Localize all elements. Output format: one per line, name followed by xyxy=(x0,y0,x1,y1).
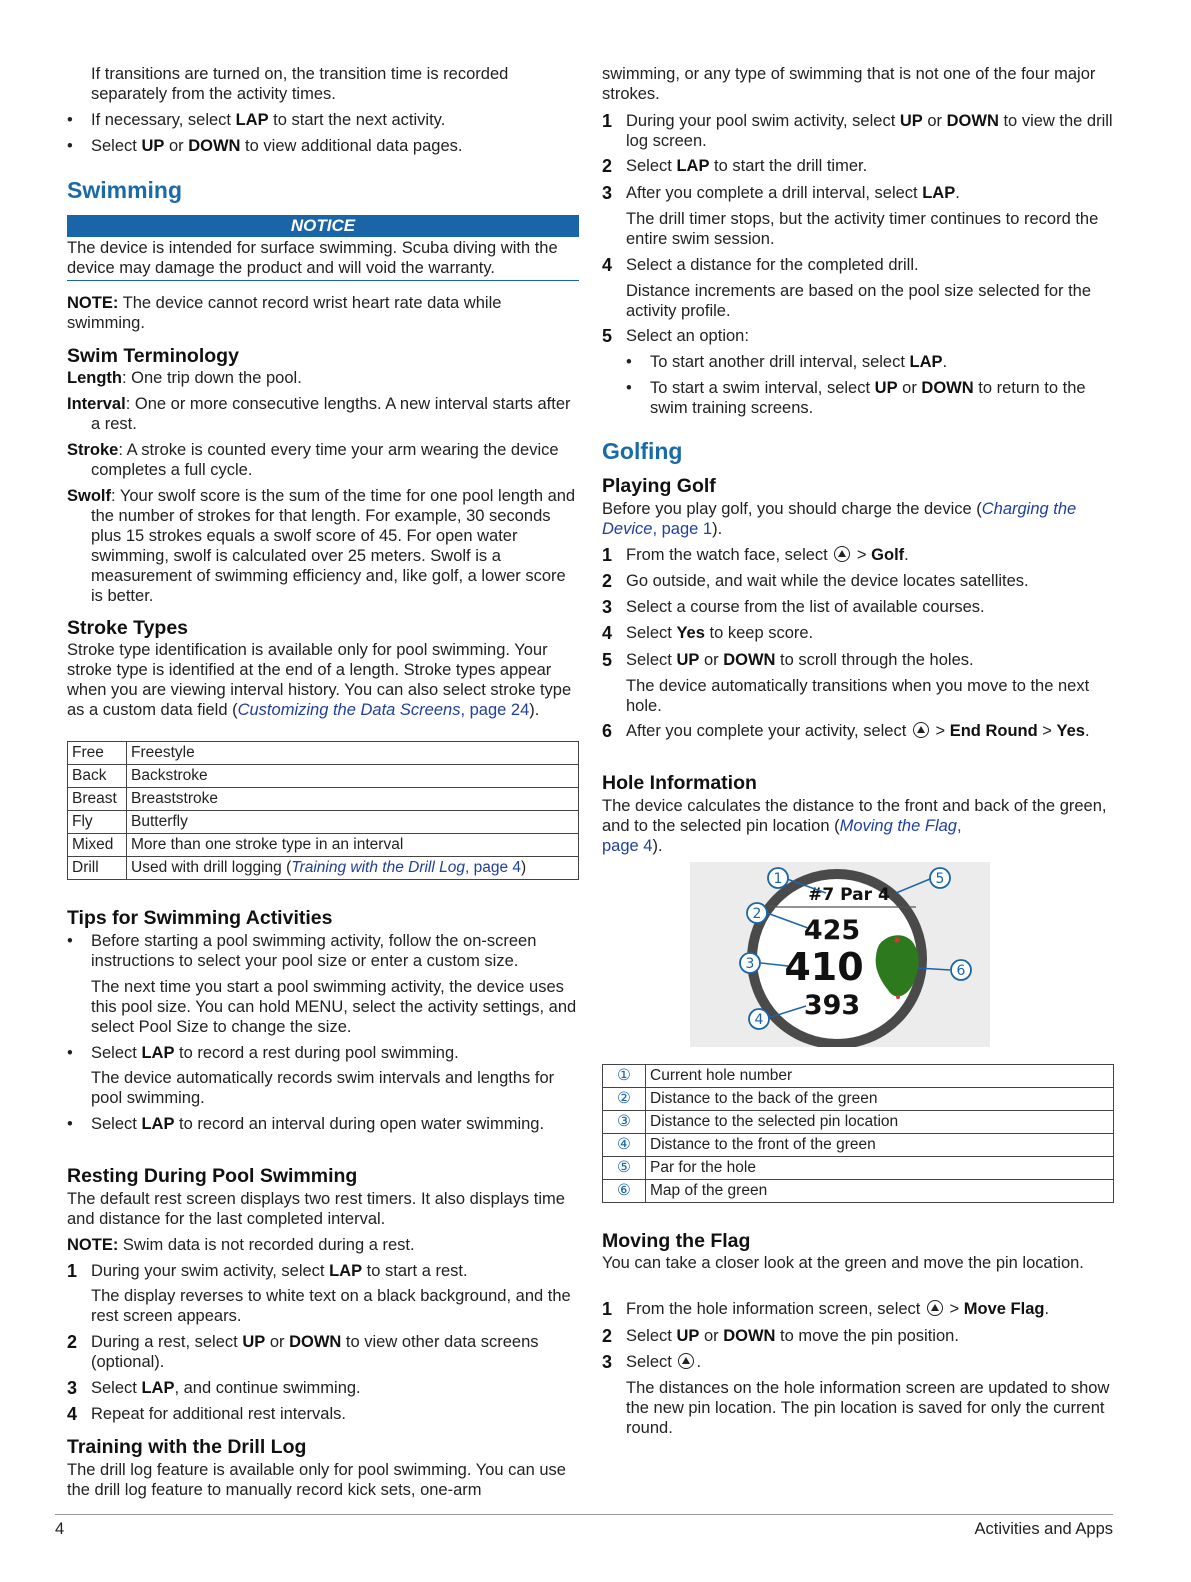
drill-log-heading: Training with the Drill Log xyxy=(67,1436,307,1458)
table-row: Free Freestyle xyxy=(68,742,579,765)
notice-bar: NOTICE xyxy=(67,215,579,237)
moving-flag-text: You can take a closer look at the green and move the pin location. xyxy=(602,1254,1084,1272)
continued-text: swimming, or any type of swimming that is not one of the four major strokes. xyxy=(602,65,1096,103)
list-item: 4 Repeat for additional rest intervals. xyxy=(67,1404,346,1424)
golfing-heading: Golfing xyxy=(602,438,683,464)
callout-2-label: 2 xyxy=(752,906,762,922)
term-stroke: Stroke: A stroke is counted every time your arm wearing the device completes a full cycle. xyxy=(67,441,559,479)
back-distance-text: 425 xyxy=(803,915,861,946)
drill-log-link[interactable]: Training with the Drill Log xyxy=(291,859,465,876)
bullet-icon: • xyxy=(626,379,632,397)
bullet-icon: • xyxy=(67,1044,73,1062)
list-item: 6 After you complete your activity, select > End Round > Yes. xyxy=(602,721,1090,741)
table-row: Drill Used with drill logging (Training with the Drill Log, page 4) xyxy=(68,857,579,880)
start-button-icon xyxy=(913,722,929,738)
tip1-sub: The next time you start a pool swimming activity, the device uses this pool size. You can hold MENU, select the activity settings, and select Pool Size to change the size. xyxy=(91,978,577,1036)
front-marker-icon xyxy=(896,995,900,999)
list-item: 2 Select UP or DOWN to move the pin position. xyxy=(602,1326,959,1346)
flag-pin-icon xyxy=(895,938,900,943)
list-item: 1 From the watch face, select > Golf. xyxy=(602,545,909,565)
table-row: ② Distance to the back of the green xyxy=(603,1088,1114,1111)
resting-note: NOTE: Swim data is not recorded during a rest. xyxy=(67,1236,415,1254)
list-item: • Before starting a pool swimming activity, follow the on-screen instructions to select your pool size or enter a custom size. xyxy=(67,932,537,970)
tip2-sub: The device automatically records swim intervals and lengths for pool swimming. xyxy=(91,1069,555,1107)
golf-step5-sub: The device automatically transitions when you move to the next hole. xyxy=(626,677,1090,715)
transition-text: If transitions are turned on, the transition time is recorded separately from the activity times. xyxy=(91,65,509,103)
bullet-icon: • xyxy=(67,932,73,950)
callout-4-label: 4 xyxy=(754,1012,764,1028)
swimming-heading: Swimming xyxy=(67,177,183,203)
list-item: 3 After you complete a drill interval, select LAP. xyxy=(602,183,960,203)
table-row: ⑤ Par for the hole xyxy=(603,1157,1114,1180)
list-item: • To start a swim interval, select UP or DOWN to return to the swim training screens. xyxy=(626,379,1086,417)
resting-heading: Resting During Pool Swimming xyxy=(67,1165,358,1187)
list-item: • Select LAP to record an interval during open water swimming. xyxy=(67,1115,545,1133)
callout-1-label: 1 xyxy=(773,871,783,887)
note-paragraph: NOTE: The device cannot record wrist heart rate data while swimming. xyxy=(67,294,502,332)
moving-flag-link[interactable]: Moving the Flag xyxy=(839,817,957,835)
drill-step3-sub: The drill timer stops, but the activity timer continues to record the entire swim session. xyxy=(626,210,1099,248)
list-item: 1 During your swim activity, select LAP to start a rest. xyxy=(67,1261,468,1281)
list-item: 4 Select a distance for the completed drill. xyxy=(602,255,919,275)
list-item: • If necessary, select LAP to start the next activity. xyxy=(67,111,446,129)
stroke-types-text: Stroke type identification is available only for pool swimming. Your stroke type is identified at the end of a length. Stroke types appear when you are viewing interval history. You can also select stroke type as a custom data field (Customizing the Data Screens, page 24). xyxy=(67,641,572,719)
list-item: 2 During a rest, select UP or DOWN to view other data screens (optional). xyxy=(67,1332,539,1371)
list-item: 1 From the hole information screen, select > Move Flag. xyxy=(602,1299,1050,1319)
list-item: 3 Select a course from the list of available courses. xyxy=(602,597,985,617)
bullet-icon: • xyxy=(67,137,73,155)
list-item: 3 Select . xyxy=(602,1352,702,1372)
charging-link[interactable]: Charging the Device xyxy=(602,500,1077,538)
list-item: • Select LAP to record a rest during pool swimming. xyxy=(67,1044,459,1062)
table-row: Mixed More than one stroke type in an interval xyxy=(68,834,579,857)
flag-step3-sub: The distances on the hole information screen are updated to show the new pin location. The pin location is saved for only the current round. xyxy=(626,1379,1110,1437)
hole-number-text: #7 Par 4 xyxy=(808,885,890,905)
resting-text: The default rest screen displays two rest timers. It also displays time and distance for the last completed interval. xyxy=(67,1190,565,1228)
pin-distance-text: 410 xyxy=(784,945,864,989)
swim-terminology-heading: Swim Terminology xyxy=(67,345,239,367)
callout-3-label: 3 xyxy=(745,956,755,972)
table-row: ⑥ Map of the green xyxy=(603,1180,1114,1203)
table-row: ③ Distance to the selected pin location xyxy=(603,1111,1114,1134)
callout-6-label: 6 xyxy=(956,963,966,979)
table-row: Fly Butterfly xyxy=(68,811,579,834)
list-item: 5 Select UP or DOWN to scroll through the holes. xyxy=(602,650,974,670)
list-item: 2 Go outside, and wait while the device locates satellites. xyxy=(602,571,1029,591)
page-footer xyxy=(55,1514,1113,1538)
section-name: Activities and Apps xyxy=(974,1520,1113,1538)
stroke-types-table xyxy=(67,741,579,880)
playing-golf-text: Before you play golf, you should charge the device (Charging the Device, page 1). xyxy=(602,500,1077,538)
start-button-icon xyxy=(678,1353,694,1369)
table-row: ① Current hole number xyxy=(603,1065,1114,1088)
start-button-icon xyxy=(834,546,850,562)
list-item: 1 During your pool swim activity, select UP or DOWN to view the drill log screen. xyxy=(602,111,1113,150)
term-length: Length: One trip down the pool. xyxy=(67,369,302,387)
term-swolf: Swolf: Your swolf score is the sum of the time for one pool length and the number of strokes for that length. For example, 30 seconds plus 15 strokes equals a swolf score of 45. For open water swimming, swolf is calculated over 25 meters. Swolf is a measurement of swimming efficiency and, like golf, a lower score is better. xyxy=(67,487,576,605)
table-row: Back Backstroke xyxy=(68,765,579,788)
customizing-data-screens-link[interactable]: Customizing the Data Screens xyxy=(237,701,461,719)
drill-step4-sub: Distance increments are based on the pool size selected for the activity profile. xyxy=(626,282,1092,320)
moving-flag-heading: Moving the Flag xyxy=(602,1230,751,1252)
rest-step1-sub: The display reverses to white text on a black background, and the rest screen appears. xyxy=(91,1287,571,1325)
hole-information-heading: Hole Information xyxy=(602,772,757,794)
bullet-icon: • xyxy=(626,353,632,371)
drill-log-text: The drill log feature is available only for pool swimming. You can use the drill log feature to manually record kick sets, one-arm xyxy=(67,1461,566,1499)
tips-heading: Tips for Swimming Activities xyxy=(67,907,333,929)
term-interval: Interval: One or more consecutive lengths. A new interval starts after a rest. xyxy=(67,395,571,433)
notice-text: The device is intended for surface swimming. Scuba diving with the device may damage the product and will void the warranty. xyxy=(67,238,579,281)
playing-golf-heading: Playing Golf xyxy=(602,475,716,497)
page-number: 4 xyxy=(55,1520,65,1538)
list-item: 5 Select an option: xyxy=(602,326,749,346)
stroke-types-heading: Stroke Types xyxy=(67,617,189,639)
table-row: Breast Breaststroke xyxy=(68,788,579,811)
list-item: 3 Select LAP, and continue swimming. xyxy=(67,1378,361,1398)
bullet-icon: • xyxy=(67,111,73,129)
golf-watch-screen-illustration xyxy=(690,862,990,1047)
list-item: • To start another drill interval, select LAP. xyxy=(626,353,948,371)
list-item: 2 Select LAP to start the drill timer. xyxy=(602,156,868,176)
list-item: • Select UP or DOWN to view additional data pages. xyxy=(67,137,463,155)
list-item: 4 Select Yes to keep score. xyxy=(602,623,814,643)
hole-info-table xyxy=(602,1064,1114,1203)
hole-information-text: The device calculates the distance to the front and back of the green, and to the selected pin location (Moving the Flag, page 4). xyxy=(602,797,1107,855)
callout-5-label: 5 xyxy=(935,871,945,887)
start-button-icon xyxy=(927,1300,943,1316)
bullet-icon: • xyxy=(67,1115,73,1133)
table-row: ④ Distance to the front of the green xyxy=(603,1134,1114,1157)
front-distance-text: 393 xyxy=(803,990,861,1021)
